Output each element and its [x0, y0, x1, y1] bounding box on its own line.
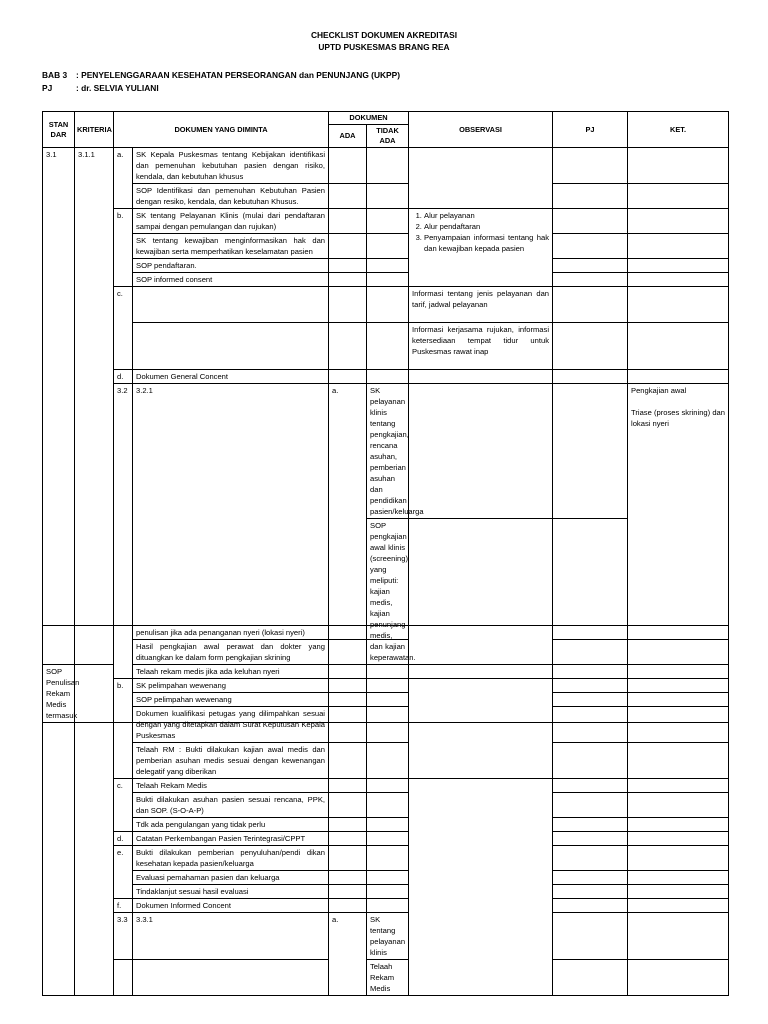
col-dokumen-diminta: DOKUMEN YANG DIMINTA — [114, 112, 329, 148]
table-row — [43, 665, 729, 679]
ada-checkbox[interactable] — [329, 885, 367, 899]
tidak-ada-checkbox[interactable] — [367, 846, 409, 871]
item-letter: b. — [114, 679, 133, 779]
col-tidak-ada: TIDAK ADA — [367, 125, 409, 148]
pj-line — [42, 83, 159, 93]
table-row — [43, 913, 729, 960]
table-row — [43, 818, 729, 832]
checklist-table-page2 — [42, 625, 729, 996]
document-item: Dokumen General Concent — [133, 370, 329, 384]
pj-cell[interactable] — [553, 885, 628, 899]
pj-value: : dr. SELVIA YULIANI — [76, 83, 159, 93]
ada-checkbox[interactable] — [329, 743, 367, 779]
ada-checkbox[interactable] — [553, 960, 628, 996]
table-row — [43, 707, 729, 743]
table-row — [43, 626, 729, 640]
tidak-ada-checkbox[interactable] — [367, 693, 409, 707]
document-item: Dokumen kualifikasi petugas yang dilimpahkan sesuai dengan yang ditetapkan dalam Surat Keputusan Kepala Puskesmas — [133, 707, 329, 743]
ada-checkbox[interactable] — [329, 665, 367, 679]
ada-checkbox[interactable] — [329, 779, 367, 793]
pj-cell[interactable] — [553, 793, 628, 818]
col-observasi: OBSERVASI — [409, 112, 553, 148]
tidak-ada-checkbox[interactable] — [367, 184, 409, 209]
document-item: SOP Penulisan Rekam Medis termasuk — [43, 665, 75, 723]
ket-cell[interactable] — [628, 871, 729, 885]
ket-cell[interactable] — [628, 323, 729, 370]
ada-checkbox[interactable] — [329, 148, 367, 184]
table-row — [43, 209, 729, 234]
item-letter: f. — [114, 899, 133, 913]
table-row — [43, 960, 729, 996]
item-letter: a. — [114, 148, 133, 209]
tidak-ada-checkbox[interactable] — [367, 370, 409, 384]
ada-checkbox[interactable] — [329, 640, 367, 665]
document-item: SK tentang Pelayanan Klinis (mulai dari pendaftaran sampai dengan pemulangan dan rujukan) — [133, 209, 329, 234]
tidak-ada-checkbox[interactable] — [367, 818, 409, 832]
ket-cell[interactable] — [628, 743, 729, 779]
observasi-item: 3. Penyampaian informasi tentang hak dan kewajiban kepada pasien — [424, 232, 549, 254]
table-row — [43, 184, 729, 209]
table-row — [43, 287, 729, 323]
table-row — [43, 793, 729, 818]
pj-cell[interactable] — [553, 846, 628, 871]
pj-cell[interactable] — [553, 209, 628, 234]
standar-cell — [114, 960, 133, 996]
ada-checkbox[interactable] — [329, 184, 367, 209]
standar-cell: 3.1 — [43, 148, 75, 665]
ket-cell[interactable] — [628, 626, 729, 640]
tidak-ada-checkbox[interactable] — [628, 960, 729, 996]
pj-cell[interactable] — [553, 148, 628, 184]
observasi-cell — [409, 626, 553, 679]
tidak-ada-checkbox[interactable] — [367, 871, 409, 885]
col-ada: ADA — [329, 125, 367, 148]
document-subtitle: UPTD PUSKESMAS BRANG REA — [318, 42, 450, 52]
pj-cell[interactable] — [553, 679, 628, 693]
observasi-cell — [409, 779, 553, 996]
ada-checkbox[interactable] — [329, 707, 367, 743]
item-letter: c. — [114, 287, 133, 370]
item-letter: b. — [114, 209, 133, 287]
document-item: Tindaklanjut sesuai hasil evaluasi — [133, 885, 329, 899]
tidak-ada-checkbox[interactable] — [367, 234, 409, 259]
pj-cell[interactable] — [553, 779, 628, 793]
ket-cell[interactable] — [628, 640, 729, 665]
ada-checkbox[interactable] — [409, 384, 553, 519]
observasi-cell — [409, 209, 553, 287]
ket-cell[interactable] — [628, 793, 729, 818]
item-letter: d. — [114, 832, 133, 846]
pj-cell[interactable] — [553, 818, 628, 832]
document-item — [133, 287, 329, 323]
ket-cell[interactable] — [628, 370, 729, 384]
ada-checkbox[interactable] — [329, 626, 367, 640]
tidak-ada-checkbox[interactable] — [553, 384, 628, 519]
ada-checkbox[interactable] — [329, 370, 367, 384]
pj-cell[interactable] — [553, 323, 628, 370]
tidak-ada-checkbox[interactable] — [367, 707, 409, 743]
table-row — [43, 148, 729, 184]
ada-checkbox[interactable] — [553, 913, 628, 960]
document-item: Bukti dilakukan pemberian penyuluhan/pendi dikan kesehatan kepada pasien/keluarga — [133, 846, 329, 871]
col-dokumen: DOKUMEN — [329, 112, 409, 125]
kriteria-cell: 3.3.1 — [133, 913, 329, 960]
ada-checkbox[interactable] — [329, 273, 367, 287]
pj-cell[interactable] — [553, 707, 628, 743]
tidak-ada-checkbox[interactable] — [367, 885, 409, 899]
kriteria-cell: 3.1.1 — [75, 148, 114, 665]
document-item: SOP Identifikasi dan pemenuhan Kebutuhan Pasien dengan resiko, kendala, dan kebutuhan Khusus. — [133, 184, 329, 209]
document-item: SK pelayanan klinis tentang pengkajian, rencana asuhan, pemberian asuhan dan pendidikan pasien/keluarga — [367, 384, 409, 519]
observasi-cell: Informasi tentang jenis pelayanan dan tarif, jadwal pelayanan — [409, 287, 553, 323]
ket-cell[interactable] — [628, 707, 729, 743]
bab-value: : PENYELENGGARAAN KESEHATAN PERSEORANGAN dan PENUNJANG (UKPP) — [76, 70, 401, 80]
ket-cell[interactable] — [628, 679, 729, 693]
observasi-cell: Informasi kerjasama rujukan, informasi ketersediaan tempat tidur untuk Puskesmas rawat inap — [409, 323, 553, 370]
item-letter: a. — [329, 913, 367, 996]
ada-checkbox[interactable] — [329, 323, 367, 370]
ket-cell[interactable] — [628, 693, 729, 707]
document-item — [133, 323, 329, 370]
ada-checkbox[interactable] — [329, 871, 367, 885]
col-standar: STAN DAR — [43, 112, 75, 148]
tidak-ada-checkbox[interactable] — [367, 743, 409, 779]
ada-checkbox[interactable] — [329, 899, 367, 913]
kriteria-cell — [75, 626, 114, 996]
table-row — [43, 679, 729, 693]
ada-checkbox[interactable] — [329, 287, 367, 323]
document-item: Catatan Perkembangan Pasien Terintegrasi/CPPT — [133, 832, 329, 846]
document-item: penulisan jika ada penanganan nyeri (lokasi nyeri) — [133, 626, 329, 640]
table-row — [43, 259, 729, 273]
item-letter: e. — [114, 846, 133, 899]
tidak-ada-checkbox[interactable] — [367, 640, 409, 665]
document-item: Telaah Rekam Medis — [367, 960, 409, 996]
document-item: SK pelimpahan wewenang — [133, 679, 329, 693]
pj-cell[interactable] — [553, 871, 628, 885]
ada-checkbox[interactable] — [329, 234, 367, 259]
pj-cell[interactable] — [553, 259, 628, 273]
document-item: Tdk ada pengulangan yang tidak perlu — [133, 818, 329, 832]
ket-cell[interactable] — [628, 287, 729, 323]
observasi-item: Triase (proses skrining) dan lokasi nyeri — [631, 408, 726, 428]
observasi-item: Pengkajian awal — [631, 386, 687, 395]
table-row — [43, 832, 729, 846]
pj-cell[interactable] — [553, 693, 628, 707]
pj-cell[interactable] — [553, 640, 628, 665]
pj-cell[interactable] — [553, 184, 628, 209]
bab-label: BAB 3 — [42, 70, 68, 80]
ada-checkbox[interactable] — [329, 846, 367, 871]
document-item: Bukti dilakukan asuhan pasien sesuai rencana, PPK, dan SOP. (S-O-A-P) — [133, 793, 329, 818]
tidak-ada-checkbox[interactable] — [367, 209, 409, 234]
standar-cell — [43, 626, 75, 996]
observasi-item: 2. Alur pendaftaran — [424, 221, 549, 232]
pj-cell[interactable] — [553, 832, 628, 846]
pj-cell[interactable] — [553, 273, 628, 287]
pj-cell[interactable] — [553, 665, 628, 679]
table-row — [43, 779, 729, 793]
observasi-cell — [409, 370, 553, 384]
tidak-ada-checkbox[interactable] — [367, 832, 409, 846]
document-item: Telaah RM : Bukti dilakukan kajian awal medis dan pemberian asuhan medis sesuai dengan kewenangan delegatif yang diberikan — [133, 743, 329, 779]
document-item: Telaah rekam medis jika ada keluhan nyeri — [133, 665, 329, 679]
table-row — [43, 899, 729, 913]
tidak-ada-checkbox[interactable] — [367, 679, 409, 693]
tidak-ada-checkbox[interactable] — [367, 779, 409, 793]
ket-cell[interactable] — [628, 846, 729, 871]
ada-checkbox[interactable] — [329, 259, 367, 273]
item-letter: d. — [114, 370, 133, 384]
item-letter: c. — [114, 779, 133, 832]
observasi-item: 1. Alur pelayanan — [424, 210, 549, 221]
observasi-cell — [409, 148, 553, 209]
document-item: Hasil pengkajian awal perawat dan dokter yang dituangkan ke dalam form pengkajian skrining — [133, 640, 329, 665]
table-row — [43, 871, 729, 885]
document-item: SOP pengkajian awal klinis (screening) yang meliputi: kajian medis, kajian penunjang medis, dan kajian keperawatan. — [367, 519, 409, 665]
standar-cell: 3.2 — [114, 384, 133, 723]
ket-cell[interactable] — [628, 273, 729, 287]
table-row — [43, 273, 729, 287]
tidak-ada-checkbox[interactable] — [367, 626, 409, 640]
col-pj: PJ — [553, 112, 628, 148]
pj-cell[interactable] — [553, 626, 628, 640]
table-row — [43, 846, 729, 871]
tidak-ada-checkbox[interactable] — [367, 665, 409, 679]
document-item: SK tentang pelayanan klinis — [367, 913, 409, 960]
col-ket: KET. — [628, 112, 729, 148]
item-letter: a. — [329, 384, 367, 723]
tidak-ada-checkbox[interactable] — [367, 259, 409, 273]
table-row — [43, 743, 729, 779]
pj-cell[interactable] — [553, 234, 628, 259]
ket-cell[interactable] — [628, 234, 729, 259]
pj-label: PJ — [42, 83, 53, 93]
ket-cell[interactable] — [628, 899, 729, 913]
ket-cell[interactable] — [628, 665, 729, 679]
ket-cell[interactable] — [628, 832, 729, 846]
document-item: SOP pelimpahan wewenang — [133, 693, 329, 707]
ada-checkbox[interactable] — [329, 693, 367, 707]
col-kriteria: KRITERIA — [75, 112, 114, 148]
tidak-ada-checkbox[interactable] — [367, 273, 409, 287]
ket-cell[interactable] — [628, 779, 729, 793]
ada-checkbox[interactable] — [329, 818, 367, 832]
table-row — [43, 370, 729, 384]
ket-cell[interactable] — [628, 184, 729, 209]
document-item: SK Kepala Puskesmas tentang Kebijakan identifikasi dan pemenuhan kebutuhan pasien dengan risiko, kendala, dan kebutuhan khusus — [133, 148, 329, 184]
document-item: Dokumen Informed Concent — [133, 899, 329, 913]
kriteria-cell: 3.2.1 — [133, 384, 329, 723]
standar-cell: 3.3 — [114, 913, 133, 960]
pj-cell[interactable] — [553, 287, 628, 323]
ada-checkbox[interactable] — [329, 832, 367, 846]
bab-line — [42, 70, 400, 80]
tidak-ada-checkbox[interactable] — [367, 287, 409, 323]
ket-cell[interactable] — [628, 818, 729, 832]
tidak-ada-checkbox[interactable] — [367, 148, 409, 184]
pj-cell[interactable] — [553, 743, 628, 779]
observasi-cell — [409, 679, 553, 779]
ada-checkbox[interactable] — [329, 679, 367, 693]
table-row — [43, 640, 729, 665]
ket-cell[interactable] — [628, 259, 729, 273]
document-item: Evaluasi pemahaman pasien dan keluarga — [133, 871, 329, 885]
ada-checkbox[interactable] — [329, 209, 367, 234]
tidak-ada-checkbox[interactable] — [367, 899, 409, 913]
pj-cell[interactable] — [553, 370, 628, 384]
tidak-ada-checkbox[interactable] — [367, 323, 409, 370]
ket-cell[interactable] — [628, 885, 729, 899]
item-letter — [114, 626, 133, 679]
document-title: CHECKLIST DOKUMEN AKREDITASI — [310, 30, 458, 40]
document-item: SOP informed consent — [133, 273, 329, 287]
table-row — [43, 693, 729, 707]
document-item: SOP pendaftaran. — [133, 259, 329, 273]
table-row — [43, 323, 729, 370]
document-item: Telaah Rekam Medis — [133, 779, 329, 793]
pj-cell[interactable] — [553, 899, 628, 913]
tidak-ada-checkbox[interactable] — [628, 913, 729, 960]
table-row — [43, 384, 729, 519]
table-row — [43, 885, 729, 899]
tidak-ada-checkbox[interactable] — [367, 793, 409, 818]
table-row — [43, 234, 729, 259]
document-item: SK tentang kewajiban menginformasikan hak dan kewajiban serta memperhatikan keselamatan pasien — [133, 234, 329, 259]
ada-checkbox[interactable] — [329, 793, 367, 818]
kriteria-cell — [133, 960, 329, 996]
ket-cell[interactable] — [628, 148, 729, 184]
ket-cell[interactable] — [628, 209, 729, 234]
